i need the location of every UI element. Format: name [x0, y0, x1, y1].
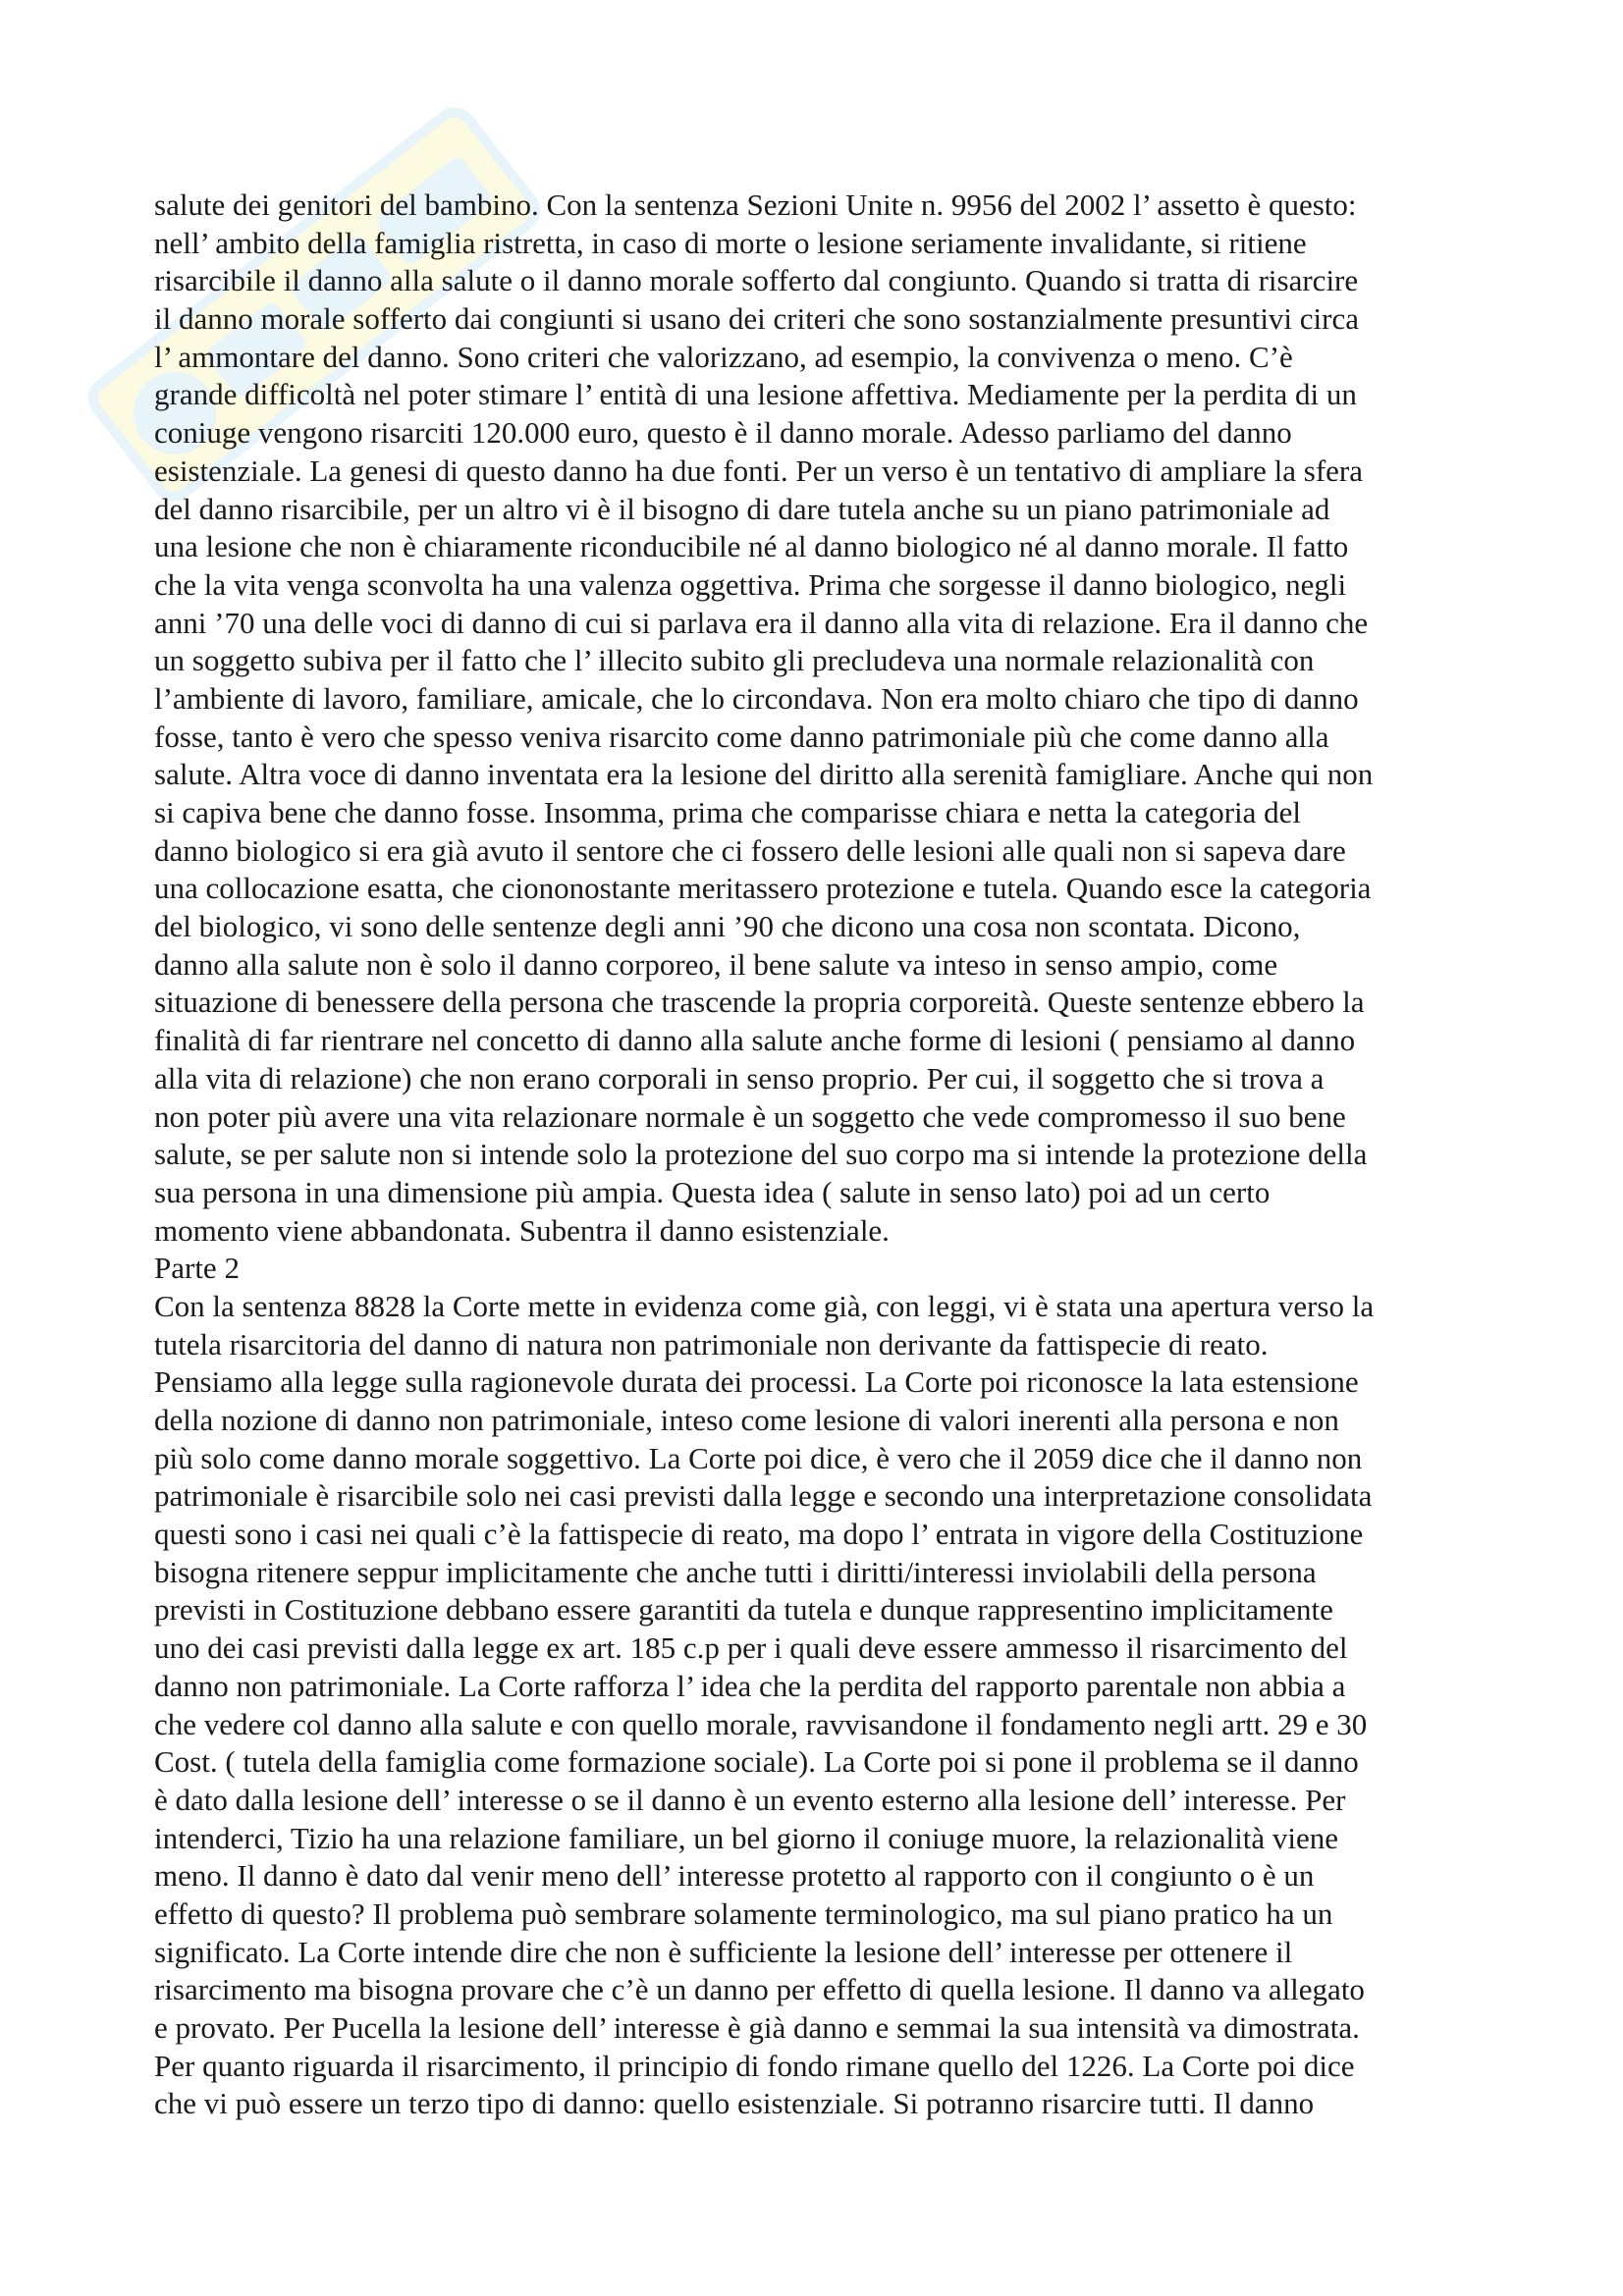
text-line: significato. La Corte intende dire che non è sufficiente la lesione dell’ interesse per ottenere il — [154, 1934, 1293, 1969]
text-line: non poter più avere una vita relazionare normale è un soggetto che vede compromesso il suo bene — [154, 1098, 1346, 1134]
text-line: salute dei genitori del bambino. Con la sentenza Sezioni Unite n. 9956 del 2002 l’ assetto è questo: — [154, 187, 1357, 222]
text-line: effetto di questo? Il problema può sembrare solamente terminologico, ma sul piano pratico ha un — [154, 1896, 1333, 1931]
text-line: finalità di far rientrare nel concetto di danno alla salute anche forme di lesioni ( pensiamo al danno — [154, 1023, 1356, 1058]
text-line: del biologico, vi sono delle sentenze degli anni ’90 che dicono una cosa non scontata. Dicono, — [154, 909, 1301, 944]
text-line: situazione di benessere della persona che trascende la propria corporeità. Queste sentenze ebbero la — [154, 985, 1365, 1020]
text-line: risarcimento ma bisogna provare che c’è un danno per effetto di quella lesione. Il danno va allegato — [154, 1972, 1365, 2007]
text-line: della nozione di danno non patrimoniale, inteso come lesione di valori inerenti alla persona e non — [154, 1403, 1339, 1437]
text-line: che la vita venga sconvolta ha una valenza oggettiva. Prima che sorgesse il danno biologico, negli — [154, 566, 1347, 602]
text-line: patrimoniale è risarcibile solo nei casi previsti dalla legge e secondo una interpretazione consolidata — [154, 1478, 1373, 1514]
text-line: che vi può essere un terzo tipo di danno: quello esistenziale. Si potranno risarcire tutti. Il danno — [154, 2086, 1315, 2121]
text-line: bisogna ritenere seppur implicitamente che anche tutti i diritti/interessi inviolabili della persona — [154, 1554, 1317, 1589]
text-line: Per quanto riguarda il risarcimento, il principio di fondo rimane quello del 1226. La Corte poi dice — [154, 2048, 1355, 2083]
text-line: grande difficoltà nel poter stimare l’ entità di una lesione affettiva. Mediamente per la perdita di un — [154, 377, 1357, 412]
section-heading: Parte 2 — [154, 1251, 240, 1286]
text-line: meno. Il danno è dato dal venir meno dell’ interesse protetto al rapporto con il congiunto o è un — [154, 1858, 1315, 1894]
text-line: sua persona in una dimensione più ampia. Questa idea ( salute in senso lato) poi ad un certo — [154, 1174, 1271, 1209]
text-line: esistenziale. La genesi di questo danno ha due fonti. Per un verso è un tentativo di ampliare la sfera — [154, 453, 1363, 488]
text-line: alla vita di relazione) che non erano corporali in senso proprio. Per cui, il soggetto che si trova a — [154, 1060, 1325, 1095]
text-line: e provato. Per Pucella la lesione dell’ interesse è già danno e semmai la sua intensità va dimostrata. — [154, 2010, 1360, 2045]
text-line: momento viene abbandonata. Subentra il danno esistenziale. — [154, 1212, 890, 1248]
text-line: che vedere col danno alla salute e con quello morale, ravvisandone il fondamento negli artt. 29 e 30 — [154, 1706, 1368, 1741]
text-line: risarcibile il danno alla salute o il danno morale sofferto dal congiunto. Quando si tratta di risarcire — [154, 263, 1359, 298]
text-line: una lesione che non è chiaramente riconducibile né al danno biologico né al danno morale. Il fatto — [154, 529, 1349, 564]
text-line: nell’ ambito della famiglia ristretta, in caso di morte o lesione seriamente invalidante, si ritiene — [154, 225, 1307, 260]
text-line: del danno risarcibile, per un altro vi è il bisogno di dare tutela anche su un piano patrimoniale ad — [154, 491, 1330, 526]
text-line: salute, se per salute non si intende solo la protezione del suo corpo ma si intende la protezione della — [154, 1137, 1368, 1172]
text-line: coniuge vengono risarciti 120.000 euro, questo è il danno morale. Adesso parliamo del danno — [154, 415, 1292, 451]
text-line: Con la sentenza 8828 la Corte mette in evidenza come già, con leggi, vi è stata una apertura verso la — [154, 1288, 1375, 1323]
text-line: danno biologico si era già avuto il sentore che ci fossero delle lesioni alle quali non si sapeva dare — [154, 832, 1346, 868]
text-line: questi sono i casi nei quali c’è la fattispecie di reato, ma dopo l’ entrata in vigore della Costituzione — [154, 1517, 1364, 1552]
body-text — [154, 187, 1489, 2123]
text-line: previsti in Costituzione debbano essere garantiti da tutela e dunque rappresentino implicitamente — [154, 1592, 1333, 1628]
text-line: è dato dalla lesione dell’ interesse o se il danno è un evento esterno alla lesione dell’ interesse. Per — [154, 1782, 1346, 1817]
text-line: anni ’70 una delle voci di danno di cui si parlava era il danno alla vita di relazione. Era il danno che — [154, 605, 1369, 640]
text-line: si capiva bene che danno fosse. Insomma, prima che comparisse chiara e netta la categoria del — [154, 795, 1302, 829]
text-line: danno non patrimoniale. La Corte rafforza l’ idea che la perdita del rapporto parentale non abbia a — [154, 1668, 1346, 1703]
text-line: tutela risarcitoria del danno di natura non patrimoniale non derivante da fattispecie di reato. — [154, 1326, 1269, 1362]
text-line: Pensiamo alla legge sulla ragionevole durata dei processi. La Corte poi riconosce la lata estensione — [154, 1364, 1359, 1400]
text-line: danno alla salute non è solo il danno corporeo, il bene salute va inteso in senso ampio, come — [154, 946, 1278, 982]
text-line: fosse, tanto è vero che spesso veniva risarcito come danno patrimoniale più che come danno alla — [154, 719, 1329, 754]
text-line: uno dei casi previsti dalla legge ex art. 185 c.p per i quali deve essere ammesso il risarcimento del — [154, 1630, 1348, 1666]
text-line: un soggetto subiva per il fatto che l’ illecito subito gli precludeva una normale relazionalità con — [154, 643, 1315, 678]
text-line: più solo come danno morale soggettivo. La Corte poi dice, è vero che il 2059 dice che il danno non — [154, 1440, 1363, 1475]
text-line: l’ambiente di lavoro, familiare, amicale, che lo circondava. Non era molto chiaro che tipo di danno — [154, 680, 1359, 716]
text-line: intenderci, Tizio ha una relazione familiare, un bel giorno il coniuge muore, la relazionalità viene — [154, 1820, 1338, 1855]
text-line: il danno morale sofferto dai congiunti si usano dei criteri che sono sostanzialmente presuntivi circa — [154, 301, 1360, 337]
text-line: Cost. ( tutela della famiglia come formazione sociale). La Corte poi si pone il problema se il danno — [154, 1744, 1359, 1780]
text-line: l’ ammontare del danno. Sono criteri che valorizzano, ad esempio, la convivenza o meno. C’è — [154, 339, 1293, 374]
text-line: salute. Altra voce di danno inventata era la lesione del diritto alla serenità famigliare. Anche qui non — [154, 757, 1374, 792]
text-line: una collocazione esatta, che ciononostante meritassero protezione e tutela. Quando esce la categoria — [154, 871, 1372, 906]
